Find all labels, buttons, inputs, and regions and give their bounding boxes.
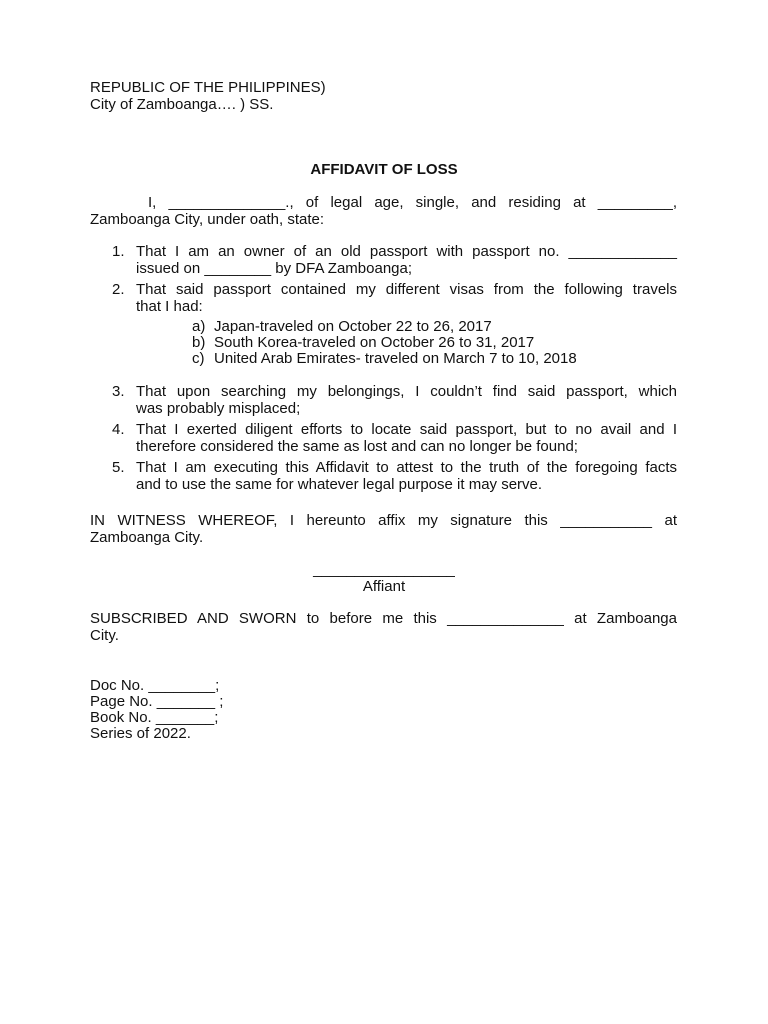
series-year: Series of 2022.: [90, 725, 191, 742]
book-number: Book No. _______;: [90, 709, 219, 726]
list-item: [112, 459, 677, 493]
intro-line-2: Zamboanga City, under oath, state:: [90, 211, 325, 228]
travel-letter: c): [192, 350, 205, 367]
list-item: [112, 383, 677, 417]
item-number: 4.: [112, 421, 125, 438]
witness-line-2: Zamboanga City.: [90, 529, 204, 546]
travel-text: United Arab Emirates- traveled on March 7 to 10, 2018: [214, 350, 577, 367]
travel-text: Japan-traveled on October 22 to 26, 2017: [214, 318, 492, 335]
item-line: that I had:: [136, 298, 203, 315]
item-line: That I am an owner of an old passport with passport no. _____________: [136, 243, 677, 260]
item-line: That said passport contained my different visas from the following travels: [136, 281, 677, 298]
subscribed-line-1: SUBSCRIBED AND SWORN to before me this ______________ at Zamboanga: [90, 610, 677, 627]
document-title: AFFIDAVIT OF LOSS: [310, 161, 458, 178]
witness-line-1: IN WITNESS WHEREOF, I hereunto affix my signature this ___________ at: [90, 512, 677, 529]
list-item: [112, 281, 677, 315]
header-republic: REPUBLIC OF THE PHILIPPINES): [90, 79, 326, 96]
item-line: and to use the same for whatever legal purpose it may serve.: [136, 476, 543, 493]
item-line: That I am executing this Affidavit to attest to the truth of the foregoing facts: [136, 459, 677, 476]
list-item: [112, 243, 677, 277]
subscribed-line-2: City.: [90, 627, 119, 644]
item-number: 5.: [112, 459, 125, 476]
list-item: [112, 421, 677, 455]
item-number: 1.: [112, 243, 125, 260]
item-number: 2.: [112, 281, 125, 298]
signature-line: _________________: [313, 561, 455, 578]
travel-letter: a): [192, 318, 206, 335]
witness-paragraph: [90, 512, 677, 546]
intro-paragraph: [90, 194, 677, 228]
intro-line-1: I, ______________., of legal age, single, and residing at _________,: [148, 194, 677, 211]
item-line: issued on ________ by DFA Zamboanga;: [136, 260, 413, 277]
header-city: City of Zamboanga…. ) SS.: [90, 96, 274, 113]
travel-item: [192, 350, 678, 367]
affiant-label: Affiant: [362, 578, 406, 595]
page-number: Page No. _______ ;: [90, 693, 224, 710]
item-line: That upon searching my belongings, I couldn’t find said passport, which: [136, 383, 677, 400]
travel-letter: b): [192, 334, 206, 351]
item-line: That I exerted diligent efforts to locate said passport, but to no avail and I: [136, 421, 677, 438]
item-line: was probably misplaced;: [136, 400, 301, 417]
doc-number: Doc No. ________;: [90, 677, 220, 694]
item-line: therefore considered the same as lost and can no longer be found;: [136, 438, 578, 455]
travel-text: South Korea-traveled on October 26 to 31, 2017: [214, 334, 535, 351]
travel-item: [192, 318, 678, 335]
item-number: 3.: [112, 383, 125, 400]
travel-item: [192, 334, 678, 351]
subscribed-paragraph: [90, 610, 677, 644]
